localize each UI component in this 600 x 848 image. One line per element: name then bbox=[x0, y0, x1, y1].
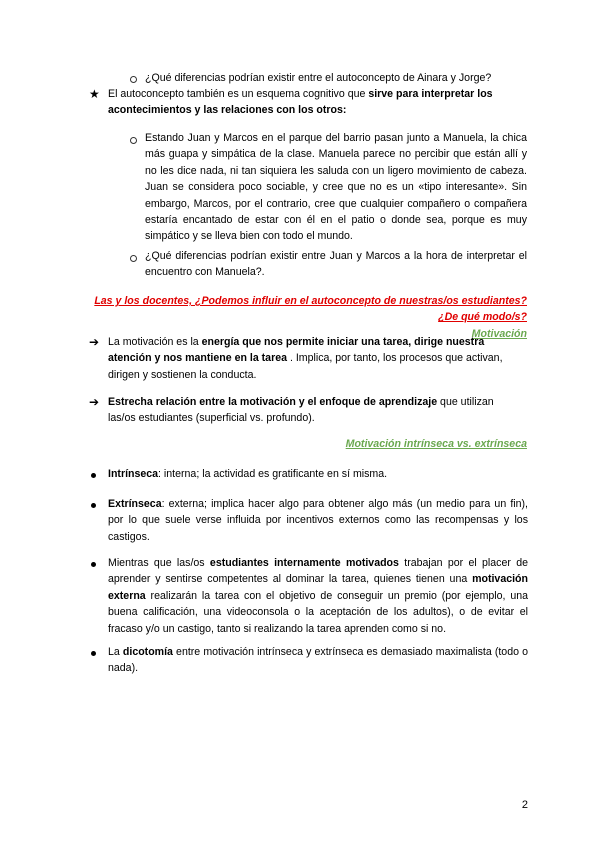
question-juan-marcos bbox=[145, 248, 527, 281]
b3-text-2: trabajan por el placer de aprender y sentirse competentes al dominar la tarea, quienes tienen una bbox=[108, 557, 528, 586]
arrow-paragraph-learning bbox=[108, 394, 528, 427]
section-title-line-1: Las y los docentes, ¿Podemos influir en el autoconcepto de nuestras/os estudiantes? bbox=[94, 295, 527, 307]
bullet-circle-icon bbox=[130, 137, 137, 144]
arrow1-bold-2: atención y nos mantiene en la tarea bbox=[108, 352, 287, 365]
bullet-intrinsic bbox=[108, 466, 528, 482]
subheading-text: Motivación intrínseca vs. extrínseca bbox=[345, 438, 527, 450]
b3-bold-2: motivación externa bbox=[108, 573, 528, 602]
bullet-dot-icon bbox=[91, 651, 96, 656]
bullet-extrinsic bbox=[108, 496, 528, 545]
bullet-intrinsic-label: Intrínseca bbox=[108, 468, 159, 480]
bullet-extrinsic-text: : externa; implica hacer algo para obtener algo más (un medio para un fin), por lo que suele verse influida por incentivos externos como las recompensas y los castigos. bbox=[108, 498, 528, 543]
arrow2-text: que utilizan bbox=[437, 396, 494, 408]
bullet-circle-icon bbox=[130, 76, 137, 83]
bullet-dot-icon bbox=[91, 473, 96, 478]
arrow1-text-2: . Implica, por tanto, los procesos que activan, bbox=[289, 352, 503, 365]
question-text: ¿Qué diferencias podrían existir entre Juan y Marcos a la hora de interpretar el encuentro con Manuela?. bbox=[145, 250, 527, 279]
b3-text-3: realizarán la tarea con el objetivo de conseguir un premio (por ejemplo, una buena calificación, una videoconsola o la aceptación de los adultos), o de evitar el fracaso y/o un castigo, tanto si realizando la tarea aprenden como si no. bbox=[108, 589, 528, 635]
bullet-motivated-students bbox=[108, 555, 528, 637]
b4-bold: dicotomía bbox=[122, 646, 173, 658]
subheading-intrinsic-extrinsic bbox=[108, 436, 527, 452]
b4-text-2: entre motivación intrínseca y extrínseca es demasiado maximalista (todo o nada). bbox=[108, 646, 528, 675]
bullet-intrinsic-text: : interna; la actividad es gratificante en sí misma. bbox=[158, 468, 388, 480]
star-icon: ★ bbox=[89, 87, 100, 101]
b3-text-1: Mientras que las/os bbox=[108, 557, 210, 569]
story-paragraph bbox=[145, 130, 527, 245]
question-ainara-jorge bbox=[145, 70, 535, 86]
arrow-right-icon: ➔ bbox=[89, 335, 100, 349]
bullet-dichotomy bbox=[108, 644, 528, 677]
b3-bold-1: estudiantes internamente motivados bbox=[209, 557, 399, 569]
star-bold-1: sirve para interpretar los bbox=[368, 88, 493, 100]
page-number: 2 bbox=[521, 799, 528, 811]
star-paragraph bbox=[108, 86, 528, 119]
bullet-dot-icon bbox=[91, 503, 96, 508]
bullet-circle-icon bbox=[130, 255, 137, 262]
question-text: ¿Qué diferencias podrían existir entre el autoconcepto de Ainara y Jorge? bbox=[145, 72, 492, 84]
arrow1-text: La motivación es la bbox=[108, 336, 202, 348]
arrow1-bold-1: energía que nos permite iniciar una tarea, dirige nuestra bbox=[201, 336, 485, 348]
arrow-paragraph-motivation bbox=[108, 334, 528, 383]
star-text: El autoconcepto también es un esquema cognitivo que bbox=[108, 88, 369, 100]
arrow2-bold: Estrecha relación entre la motivación y el enfoque de aprendizaje bbox=[108, 396, 438, 408]
subheading-motivacion: Motivación bbox=[471, 327, 527, 340]
star-bold-2: acontecimientos y las relaciones con los otros: bbox=[108, 104, 347, 117]
arrow1-text-3: dirigen y sostienen la conducta. bbox=[108, 368, 257, 381]
story-text: Estando Juan y Marcos en el parque del barrio pasan junto a Manuela, la chica más guapa y simpática de la clase. Manuela parece no percibir que están allí y no les dice nada, ni tan siquiera les saluda con un ligero movimiento de cabeza. Juan se considera poco sociable, y cree que no es un «tipo interesante». Sin embargo, Marcos, por el contrario, cree que cualquier compañero o compañera estaría encantado de estar con él en el patio o donde sea, porque es muy simpático y se lleva bien con todo el mundo. bbox=[145, 132, 527, 243]
section-title-line-2: ¿De qué modo/s? bbox=[438, 311, 527, 324]
b4-text-1: La bbox=[108, 646, 123, 658]
bullet-extrinsic-label: Extrínseca bbox=[108, 498, 162, 510]
arrow2-text-2: las/os estudiantes (superficial vs. profundo). bbox=[108, 412, 315, 425]
arrow-right-icon: ➔ bbox=[89, 395, 100, 409]
bullet-dot-icon bbox=[91, 562, 96, 567]
